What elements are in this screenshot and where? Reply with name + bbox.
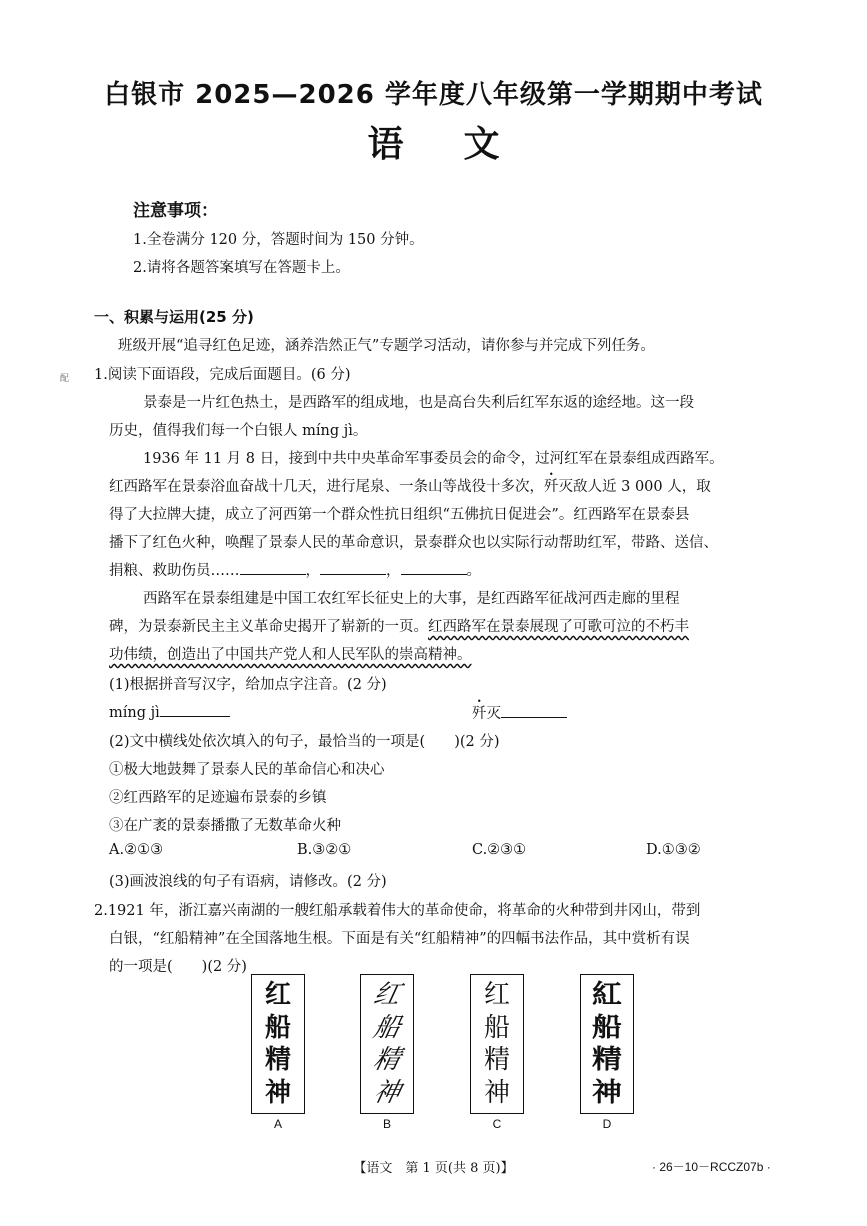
subject-title: 语文: [367, 124, 560, 165]
q1-p2-line3: 得了大拉牌大捷，成立了河西第一个群众性抗日组织“五佛抗日促进会”。红西路军在景泰县: [109, 507, 690, 523]
notice-item-1: 1.全卷满分 120 分，答题时间为 150 分钟。: [133, 232, 424, 248]
pinyin-answer-row: [109, 702, 230, 721]
blank-3[interactable]: [401, 560, 467, 575]
q2-line1: 2.1921 年，浙江嘉兴南湖的一艘红船承载着伟大的革命使命，将革命的火种带到井冈山，带到: [94, 903, 701, 919]
calligraphy-c-char-1: 红: [483, 980, 510, 1011]
page-footer: 【语文 第 1 页(共 8 页)】: [353, 1161, 514, 1176]
dotted-char: 歼: [544, 479, 559, 495]
q1-p3-line3: [109, 643, 472, 664]
calligraphy-b-label: B: [382, 1117, 391, 1131]
calligraphy-d-char-2: 船: [592, 1012, 622, 1043]
option-d[interactable]: D.①③②: [646, 842, 701, 858]
calligraphy-a-label: A: [273, 1117, 282, 1131]
zhuyin-answer-row: [472, 702, 567, 723]
q1-p2-line2-start: 红西路军在景泰浴血奋战十几天，进行尾泉、一条山等战役十多次，: [109, 479, 544, 495]
calligraphy-c-label: C: [492, 1117, 502, 1131]
calligraphy-a-char-3: 精: [264, 1045, 291, 1076]
blank-end: 。: [466, 563, 481, 579]
q1-sub1: (1)根据拼音写汉字，给加点字注音。(2 分): [109, 677, 387, 693]
blank-separator-1: ，: [305, 563, 320, 579]
option-a[interactable]: A.②①③: [109, 842, 164, 858]
exam-code: · 26－10－RCCZ07b ·: [652, 1160, 771, 1174]
calligraphy-c[interactable]: [470, 974, 524, 1114]
calligraphy-b[interactable]: [360, 974, 414, 1114]
q1-p1-line2: 历史，值得我们每一个白银人 míng jì。: [109, 423, 368, 439]
zhuyin-word-rest: 灭: [486, 706, 501, 722]
exam-title: 白银市 2025—2026 学年度八年级第一学期期中考试: [104, 80, 763, 110]
q1-p2-line4: 播下了红色火种，唤醒了景泰人民的革命意识，景泰群众也以实际行动帮助红军，带路、送信、: [109, 535, 718, 551]
calligraphy-a-char-4: 神: [264, 1077, 291, 1108]
option-c[interactable]: C.②③①: [472, 842, 527, 858]
calligraphy-d-char-3: 精: [592, 1045, 622, 1076]
zhuyin-answer-blank[interactable]: [501, 703, 567, 718]
calligraphy-d-char-4: 神: [592, 1077, 622, 1108]
option-b[interactable]: B.③②①: [297, 842, 352, 858]
calligraphy-d[interactable]: [580, 974, 634, 1114]
wavy-sentence-part2: 功伟绩，创造出了中国共产党人和人民军队的崇高精神。: [109, 647, 472, 663]
blank-1[interactable]: [240, 560, 306, 575]
notice-item-2: 2.请将各题答案填写在答题卡上。: [133, 260, 350, 276]
q1-p2-line2: [109, 475, 711, 496]
q1-p3-plain: 碑，为景泰新民主主义革命史揭开了崭新的一页。: [109, 619, 428, 635]
calligraphy-d-char-1: 紅: [592, 980, 622, 1011]
q2-line3: 的一项是( )(2 分): [109, 959, 247, 975]
q1-p3-line1: 西路军在景泰组建是中国工农红军长征史上的大事，是红西路军征战河西走廊的里程: [143, 591, 680, 607]
sentence-3: ③在广袤的景泰播撒了无数革命火种: [109, 818, 341, 834]
notice-heading: 注意事项：: [133, 201, 218, 221]
zhuyin-dotted-char: 歼: [472, 706, 487, 722]
calligraphy-a-char-1: 红: [264, 980, 291, 1011]
calligraphy-b-char-2: 船: [370, 1012, 404, 1043]
section-intro: 班级开展“追寻红色足迹，涵养浩然正气”专题学习活动，请你参与并完成下列任务。: [118, 338, 655, 354]
sentence-1: ①极大地鼓舞了景泰人民的革命信心和决心: [109, 762, 385, 778]
blank-2[interactable]: [320, 560, 386, 575]
q1-p3-line2: [109, 615, 689, 636]
q1-p2-line5-start: 捐粮、救助伤员……: [109, 563, 240, 579]
calligraphy-a-char-2: 船: [264, 1012, 291, 1043]
pinyin-prompt: míng jì: [109, 705, 160, 721]
sentence-2: ②红西路军的足迹遍布景泰的乡镇: [109, 790, 327, 806]
calligraphy-b-char-4: 神: [370, 1077, 404, 1108]
margin-mark: 配: [60, 374, 70, 384]
calligraphy-c-char-4: 神: [483, 1077, 510, 1108]
q1-p2-line2-end: 灭敌人近 3 000 人，取: [558, 479, 711, 495]
q1-stem: 1.阅读下面语段，完成后面题目。(6 分): [94, 367, 351, 383]
calligraphy-c-char-2: 船: [483, 1012, 510, 1043]
q1-sub2: (2)文中横线处依次填入的句子，最恰当的一项是( )(2 分): [109, 734, 500, 750]
calligraphy-c-char-3: 精: [483, 1045, 510, 1076]
q1-p2-line5: [109, 559, 481, 580]
section-heading: 一、积累与运用(25 分): [94, 308, 254, 326]
calligraphy-a[interactable]: [251, 974, 305, 1114]
pinyin-answer-blank[interactable]: [160, 702, 230, 717]
q1-sub3: (3)画波浪线的句子有语病，请修改。(2 分): [109, 874, 387, 890]
blank-separator-2: ，: [386, 563, 401, 579]
q1-p2-line1: 1936 年 11 月 8 日，接到中共中央革命军事委员会的命令，过河红军在景泰组成西路军。: [143, 451, 724, 467]
q1-p1-line1: 景泰是一片红色热土，是西路军的组成地，也是高台失利后红军东返的途经地。这一段: [143, 395, 694, 411]
calligraphy-d-label: D: [602, 1117, 612, 1131]
wavy-sentence-part1: 红西路军在景泰展现了可歌可泣的不朽丰: [428, 619, 689, 635]
calligraphy-b-char-1: 红: [370, 980, 404, 1011]
q2-line2: 白银，“红船精神”在全国落地生根。下面是有关“红船精神”的四幅书法作品，其中赏析有误: [109, 931, 690, 947]
calligraphy-b-char-3: 精: [370, 1045, 404, 1076]
